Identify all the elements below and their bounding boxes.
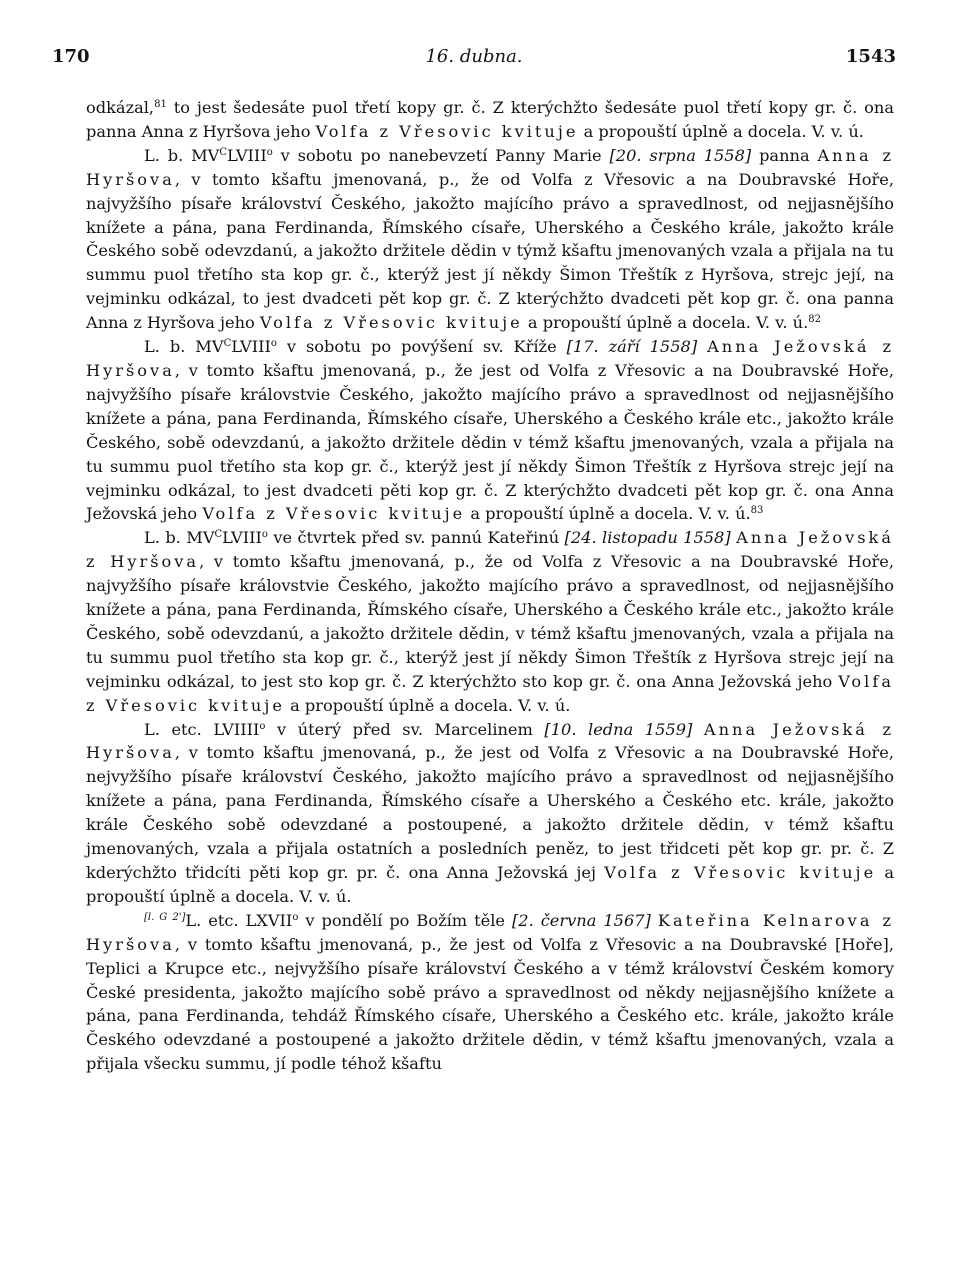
spaced-name: Anna Ježovská z Hyršova	[86, 719, 895, 763]
text-run: a propouští úplně a docela. V. v. ú.	[465, 504, 751, 524]
date-annotation: [10. ledna 1559]	[544, 719, 693, 739]
date-annotation: [24. listopadu 1558]	[564, 528, 731, 548]
text-run: , v tomto kšaftu jmenovaná, p., že od Volfa z Vřesovic a na Doubravské Hoře, najvyžšího písaře království Českého, jakožto majícího právo a spravedlnost, od nejjasnějšího knížete a pána, pana Ferdinanda, Římského císaře, Uherského a Českého krále, jakožto krále Českého sobě odevzdanú, a jakožto držitele dědin v týmž kšaftu jmenovaných vzala a přijala na tu summu puol třetího sta kop gr. č., kterýž jest jí někdy Šimon Třeštík z Hyršova, strejc její, na vejminku odkázal, to jest dvadceti pět kop gr. č. Z kterýchžto dvadceti pět kop gr. č. ona panna Anna z Hyršova jeho	[86, 169, 894, 333]
paragraph	[86, 144, 894, 335]
text-run: , v tomto kšaftu jmenovaná, p., že od Volfa z Vřesovic a na Doubravské Hoře, najvyžšího písaře královstvie Českého, jakožto majícího právo a spravedlnost, od nejjasnějšího knížete a pána, pana Ferdinanda, Římského císaře, Uherského a Českého krále etc., jakožto krále Českého, sobě odevzdanú, a jakožto držitele dědin, v témž kšaftu jmenovaných, vzala a přijala na tu summu puol třetího sta kop gr. č., kterýž jest jí někdy Šimon Třeštík z Hyršova strejc její na vejminku odkázal, to jest sto kop gr. č. Z kterýchžto sto kop gr. č. ona Anna Ježovská jeho	[86, 552, 894, 691]
text-run: a propouští úplně a docela. V. v. ú.	[522, 313, 809, 333]
text-run: a propouští úplně a docela. V. v. ú.	[86, 863, 895, 906]
running-header	[52, 46, 896, 72]
text-run: , v tomto kšaftu jmenovaná, p., že jest od Volfa z Vřesovic a na Doubravské [Hoře], Teplici a Krupce etc., nejvyžšího písaře království Českého a v témž království Českém komory České presidenta, jakožto majícího sobě právo a spravedlnost od někdy nejjasnějšího knížete a pána, pana Ferdinanda, tehdáž Římského císaře, Uherského a Českého etc. krále, jakožto krále Českého odevzdané a postoupené a jakožto držitele dědin, v témž kšaftu jmenovaných, vzala a přijala všecku summu, jí podle téhož kšaftu	[86, 934, 894, 1074]
text-run: ve čtvrtek před sv. pannú Kateřinú	[267, 528, 565, 548]
spaced-name: Volfa z Vřesovic kvituje	[259, 313, 523, 333]
text-run: v pondělí po Božím těle	[298, 910, 512, 930]
text-run: L. b. MV	[144, 337, 224, 357]
text-run: L. etc. LVIIII	[144, 719, 260, 739]
text-run: , v tomto kšaftu jmenovaná, p., že jest od Volfa z Vřesovic a na Doubravské Hoře, nejvyžšího písaře království Českého, jakožto majícího právo a spravedlnost od nejjasnějšího knížete a pána, pana Ferdinanda, Římského císaře a Uherského a Českého etc. krále, jakožto krále Českého sobě odevzdané a postoupené, a jakožto držitele dědin, v témž kšaftu jmenovaných, vzala a přijala ostatních a posledních peněz, to jest třidceti pět kop gr. pr. č. Z kderýchžto třidcíti pěti kop gr. pr. č. ona Anna Ježovská jej	[86, 743, 894, 882]
paragraph	[86, 96, 894, 144]
text-run: L. b. MV	[144, 145, 220, 165]
spaced-name: Anna z Hyršova	[86, 145, 894, 189]
text-run: L. etc. LXVII	[185, 910, 293, 930]
text-run: LVIII	[222, 528, 262, 548]
text-run: , v tomto kšaftu jmenovaná, p., že jest od Volfa z Vřesovic a na Doubravské Hoře, najvyžšího písaře královstvie Českého, jakožto majícího právo a spravedlnost od nejjasnějšího knížete a pána, pana Ferdinanda, Římského císaře, Uherského a Českého krále etc., jakožto krále Českého, sobě odevzdanú, a jakožto držitele dědin v témž kšaftu jmenovaných, vzala a přijala na tu summu puol třetího sta kop gr. č., kterýž jest jí někdy Šimon Třeštík z Hyršova strejc její na vejminku odkázal, to jest dvadceti pěti kop gr. č. Z kterýchžto dvadceti pět kop gr. č. ona Anna Ježovská jeho	[86, 360, 894, 524]
text-run: v sobotu po povýšení sv. Kříže	[276, 337, 567, 357]
page-number: 170	[52, 46, 90, 67]
text-run: L. b. MV	[144, 528, 215, 548]
paragraph	[86, 909, 894, 1076]
spaced-name: Volfa z Vřesovic kvituje	[86, 671, 894, 715]
date-annotation: [2. června 1567]	[511, 910, 651, 930]
text-run: panna	[751, 145, 818, 165]
date-annotation: [17. září 1558]	[566, 337, 698, 357]
superscript: C	[214, 529, 223, 541]
footnote-marker: 82	[808, 314, 821, 326]
date-annotation: [20. srpna 1558]	[609, 145, 752, 165]
spaced-name: Kateřina Kelnarova z Hyršova	[86, 910, 895, 954]
paragraph	[86, 718, 894, 909]
text-run: a propouští úplně a docela. V. v. ú.	[578, 121, 864, 141]
superscript: o	[292, 911, 299, 923]
text-run: LVIII	[227, 145, 267, 165]
superscript: o	[270, 338, 277, 350]
text-run	[651, 911, 658, 930]
superscript: o	[266, 146, 273, 158]
text-run	[697, 337, 707, 356]
paragraph	[86, 526, 894, 717]
text-run: v sobotu po nanebevzetí Panny Marie	[272, 145, 610, 165]
spaced-name: Volfa z Vřesovic kvituje	[604, 863, 877, 882]
text-run: LVIII	[231, 337, 271, 357]
spaced-name: Volfa z Vřesovic kvituje	[202, 504, 466, 524]
spaced-name: Volfa z Vřesovic kvituje	[315, 121, 579, 141]
superscript: o	[259, 720, 266, 732]
superscript: [l. G 2']	[144, 911, 186, 923]
text-run: to jest šedesáte puol třetí kopy gr. č. Z kterýchžto šedesáte puol třetí kopy gr. č. ona panna Anna z Hyršova jeho	[86, 98, 894, 141]
text-run: odkázal,	[86, 98, 155, 117]
paragraph	[86, 335, 894, 526]
spaced-name: Anna Ježovská z Hyršova	[86, 337, 894, 380]
text-body	[86, 96, 894, 1076]
spaced-name: Anna Ježovská z Hyršova	[86, 528, 894, 572]
footnote-marker: 83	[750, 505, 764, 517]
footnote-marker: 81	[154, 99, 167, 110]
superscript: C	[219, 146, 228, 158]
running-title: 16. dubna.	[425, 46, 523, 67]
text-run	[692, 720, 704, 739]
header-year: 1543	[845, 46, 896, 67]
superscript: C	[223, 338, 232, 350]
text-run: v úterý před sv. Marcelinem	[265, 719, 545, 739]
superscript: o	[261, 529, 268, 541]
text-run: a propouští úplně a docela. V. v. ú.	[284, 695, 571, 715]
